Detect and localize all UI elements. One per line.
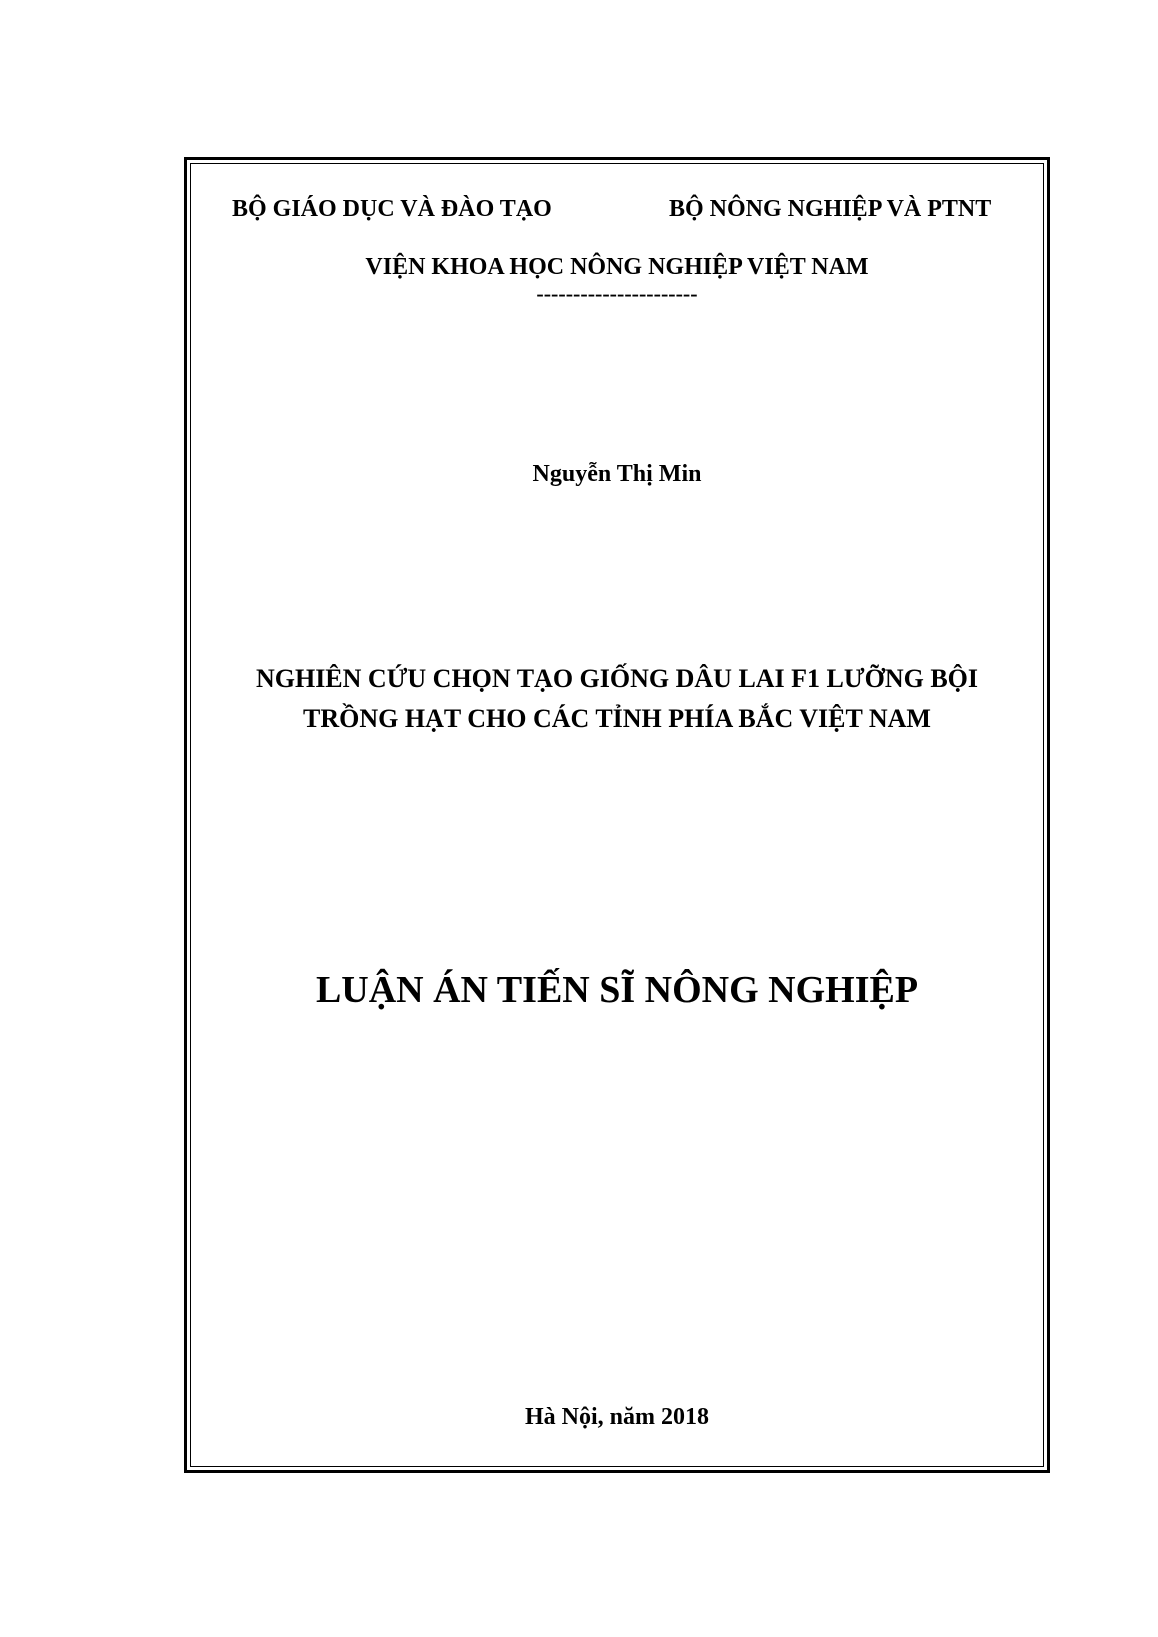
thesis-title-line-2: TRỒNG HẠT CHO CÁC TỈNH PHÍA BẮC VIỆT NAM — [303, 704, 931, 733]
place-and-year: Hà Nội, năm 2018 — [524, 1404, 709, 1430]
ministry-education-heading: BỘ GIÁO DỤC VÀ ĐÀO TẠO — [232, 196, 552, 222]
thesis-title-line-1: NGHIÊN CỨU CHỌN TẠO GIỐNG DÂU LAI F1 LƯỠNG BỘI — [255, 664, 979, 693]
degree-title: LUẬN ÁN TIẾN SĨ NÔNG NGHIỆP — [315, 969, 919, 1011]
ministry-agriculture-heading: BỘ NÔNG NGHIỆP VÀ PTNT — [669, 196, 992, 222]
author-name: Nguyễn Thị Min — [532, 461, 702, 487]
institute-heading: VIỆN KHOA HỌC NÔNG NGHIỆP VIỆT NAM — [365, 254, 869, 280]
page-border-inner — [190, 163, 1044, 1467]
header-divider: ---------------------- — [536, 281, 698, 306]
